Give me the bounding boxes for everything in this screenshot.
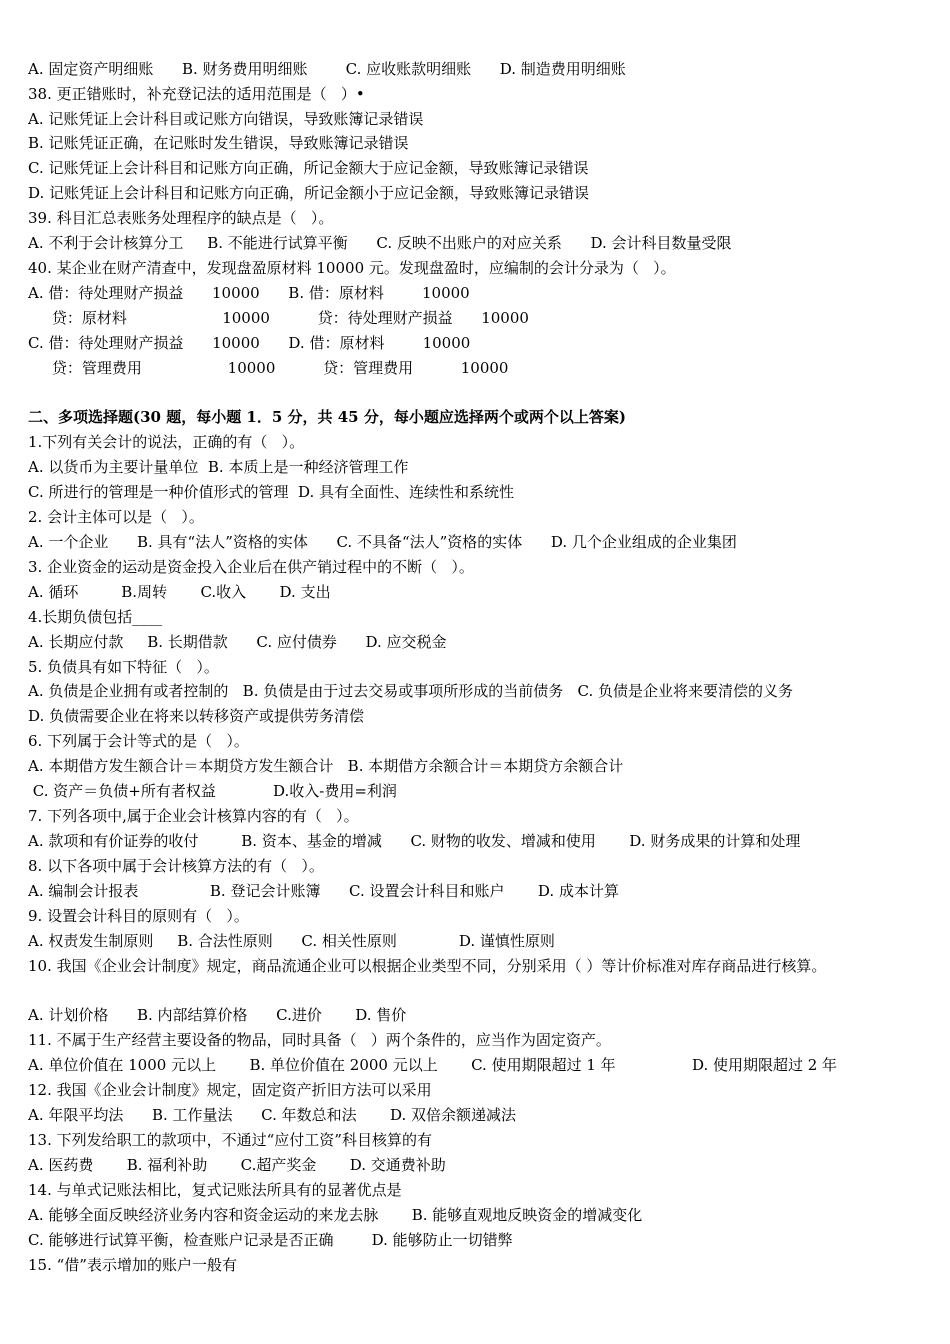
option-line: B. 记账凭证正确，在记账时发生错误，导致账簿记录错误 xyxy=(28,134,409,152)
question-14: 14. 与单式记账法相比，复式记账法所具有的显著优点是 xyxy=(28,1181,402,1199)
question-1: 1.下列有关会计的说法，正确的有（ ）。 xyxy=(28,433,305,451)
question-3: 3. 企业资金的运动是资金投入企业后在供产销过程中的不断（ ）。 xyxy=(28,558,474,576)
option-line: A. 本期借方发生额合计＝本期贷方发生额合计 B. 本期借方余额合计＝本期贷方余额合计 xyxy=(28,757,624,775)
option-line: A. 循环 B.周转 C.收入 D. 支出 xyxy=(28,583,331,601)
question-11: 11. 不属于生产经营主要设备的物品，同时具备（ ）两个条件的，应当作为固定资产。 xyxy=(28,1031,611,1049)
question-6: 6. 下列属于会计等式的是（ ）。 xyxy=(28,732,249,750)
option-line: A. 编制会计报表 B. 登记会计账簿 C. 设置会计科目和账户 D. 成本计算 xyxy=(28,882,619,900)
question-38: 38. 更正错账时，补充登记法的适用范围是（ ）• xyxy=(28,85,365,103)
question-8: 8. 以下各项中属于会计核算方法的有（ ）。 xyxy=(28,857,324,875)
option-line: C. 所进行的管理是一种价值形式的管理 D. 具有全面性、连续性和系统性 xyxy=(28,483,515,501)
text-line: A. 固定资产明细账 B. 财务费用明细账 C. 应收账款明细账 D. 制造费用明细账 xyxy=(28,60,626,78)
question-15: 15. “借”表示增加的账户一般有 xyxy=(28,1256,237,1274)
option-line: D. 记账凭证上会计科目和记账方向正确，所记金额小于应记金额，导致账簿记录错误 xyxy=(28,184,590,202)
option-line: A. 长期应付款 B. 长期借款 C. 应付债券 D. 应交税金 xyxy=(28,633,447,651)
question-39: 39. 科目汇总表账务处理程序的缺点是（ ）。 xyxy=(28,209,334,227)
option-line: C. 借：待处理财产损益 10000 D. 借：原材料 10000 xyxy=(28,334,471,352)
option-line: A. 单位价值在 1000 元以上 B. 单位价值在 2000 元以上 C. 使用期限超过 1 年 D. 使用期限超过 2 年 xyxy=(28,1056,838,1074)
question-40: 40. 某企业在财产清查中，发现盘盈原材料 10000 元。发现盘盈时，应编制的会计分录为（ ）。 xyxy=(28,259,676,277)
question-2: 2. 会计主体可以是（ ）。 xyxy=(28,508,204,526)
option-line: A. 医药费 B. 福利补助 C.超产奖金 D. 交通费补助 xyxy=(28,1156,446,1174)
question-13: 13. 下列发给职工的款项中，不通过“应付工资”科目核算的有 xyxy=(28,1131,432,1149)
option-line: A. 年限平均法 B. 工作量法 C. 年数总和法 D. 双倍余额递减法 xyxy=(28,1106,517,1124)
option-line: A. 一个企业 B. 具有“法人”资格的实体 C. 不具备“法人”资格的实体 D. 几个企业组成的企业集团 xyxy=(28,533,737,551)
question-4: 4.长期负债包括____ xyxy=(28,608,163,626)
question-7: 7. 下列各项中,属于企业会计核算内容的有（ ）。 xyxy=(28,807,359,825)
option-line: D. 负债需要企业在将来以转移资产或提供劳务清偿 xyxy=(28,707,365,725)
option-line: A. 能够全面反映经济业务内容和资金运动的来龙去脉 B. 能够直观地反映资金的增减变化 xyxy=(28,1206,643,1224)
question-5: 5. 负债具有如下特征（ ）。 xyxy=(28,658,219,676)
option-line: A. 计划价格 B. 内部结算价格 C.进价 D. 售价 xyxy=(28,1006,407,1024)
option-line: C. 资产＝负债+所有者权益 D.收入-费用=利润 xyxy=(28,782,397,800)
option-line: C. 能够进行试算平衡，检查账户记录是否正确 D. 能够防止一切错弊 xyxy=(28,1231,513,1249)
question-10: 10. 我国《企业会计制度》规定，商品流通企业可以根据企业类型不同，分别采用（ ）等计价标准对库存商品进行核算。 xyxy=(28,957,827,975)
option-line: A. 不利于会计核算分工 B. 不能进行试算平衡 C. 反映不出账户的对应关系 D. 会计科目数量受限 xyxy=(28,234,732,252)
option-line: A. 款项和有价证券的收付 B. 资本、基金的增减 C. 财物的收发、增减和使用 D. 财务成果的计算和处理 xyxy=(28,832,801,850)
option-line: A. 负债是企业拥有或者控制的 B. 负债是由于过去交易或事项所形成的当前债务 C. 负债是企业将来要清偿的义务 xyxy=(28,682,794,700)
option-line: A. 以货币为主要计量单位 B. 本质上是一种经济管理工作 xyxy=(28,458,409,476)
option-line: 贷：原材料 10000 贷：待处理财产损益 10000 xyxy=(28,309,529,327)
option-line: A. 权责发生制原则 B. 合法性原则 C. 相关性原则 D. 谨慎性原则 xyxy=(28,932,555,950)
question-12: 12. 我国《企业会计制度》规定，固定资产折旧方法可以采用 xyxy=(28,1081,432,1099)
section-heading: 二、多项选择题(30 题，每小题 1．5 分，共 45 分，每小题应选择两个或两个以上答案) xyxy=(28,408,626,426)
option-line: C. 记账凭证上会计科目和记账方向正确，所记金额大于应记金额，导致账簿记录错误 xyxy=(28,159,589,177)
option-line: 贷：管理费用 10000 贷：管理费用 10000 xyxy=(28,359,509,377)
question-9: 9. 设置会计科目的原则有（ ）。 xyxy=(28,907,249,925)
option-line: A. 记账凭证上会计科目或记账方向错误，导致账簿记录错误 xyxy=(28,110,424,128)
option-line: A. 借：待处理财产损益 10000 B. 借：原材料 10000 xyxy=(28,284,470,302)
